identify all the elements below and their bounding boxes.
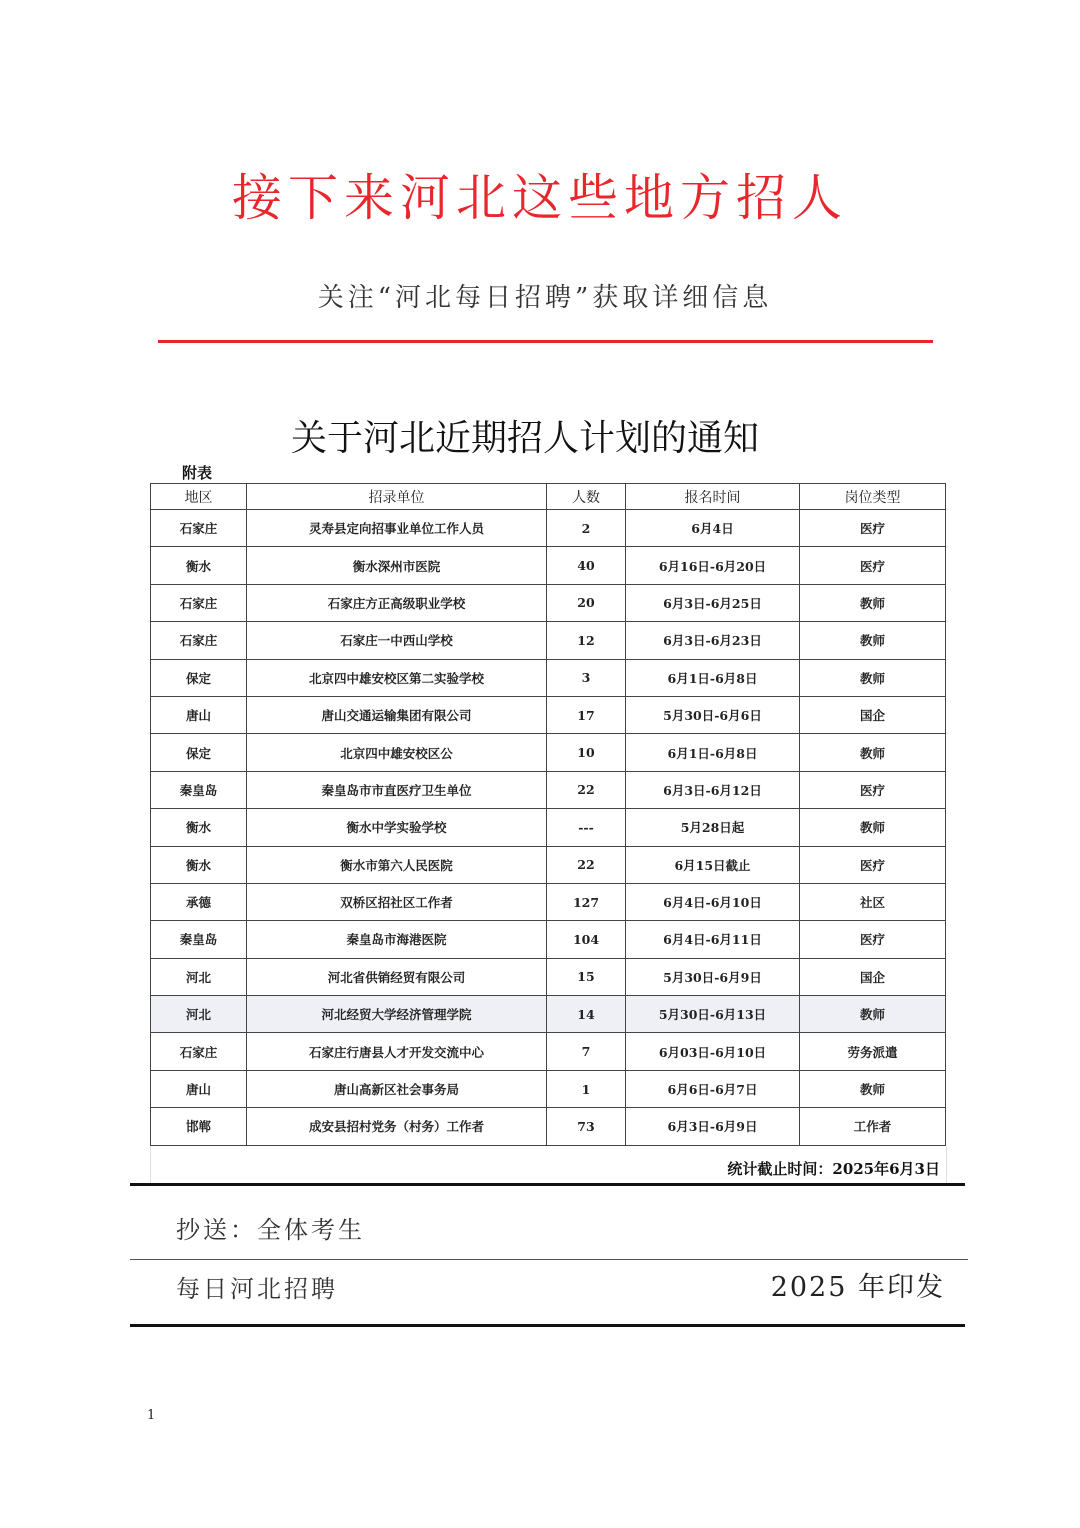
cell-position-type: 社区 [800,883,946,920]
subtitle: 关注“河北每日招聘”获取详细信息 [317,283,773,313]
stat-footer [150,1146,947,1183]
cell-region: 河北 [151,958,247,995]
issue-date: 2025 年印发 [770,1272,945,1303]
header-headcount: 人数 [547,484,626,510]
cell-region: 石家庄 [151,622,247,659]
cell-employer: 双桥区招社区工作者 [247,883,547,920]
cell-position-type: 劳务派遣 [800,1033,946,1070]
cell-position-type: 教师 [800,622,946,659]
cell-registration-time: 6月3日-6月12日 [626,771,800,808]
cell-region: 承德 [151,883,247,920]
table-row [151,584,946,621]
cell-position-type: 医疗 [800,510,946,547]
cell-position-type: 国企 [800,696,946,733]
cell-registration-time: 6月3日-6月25日 [626,584,800,621]
divider-top [130,1183,965,1186]
cell-headcount: 22 [547,771,626,808]
cell-position-type: 医疗 [800,846,946,883]
table-body [151,510,946,1146]
cell-region: 保定 [151,734,247,771]
cell-employer: 河北省供销经贸有限公司 [247,958,547,995]
cell-region: 秦皇岛 [151,771,247,808]
attachment-label: 附表 [182,464,213,482]
cell-region: 河北 [151,996,247,1033]
cell-position-type: 教师 [800,1070,946,1107]
cell-headcount: 127 [547,883,626,920]
header-region: 地区 [151,484,247,510]
cell-position-type: 医疗 [800,921,946,958]
cell-headcount: 7 [547,1033,626,1070]
cell-registration-time: 6月4日 [626,510,800,547]
table-row [151,547,946,584]
table-row [151,696,946,733]
cell-position-type: 医疗 [800,771,946,808]
table-row [151,734,946,771]
issuer: 每日河北招聘 [176,1275,338,1303]
table-row [151,883,946,920]
cell-employer: 北京四中雄安校区公 [247,734,547,771]
cell-registration-time: 6月4日-6月11日 [626,921,800,958]
table-row [151,1108,946,1145]
cell-employer: 石家庄行唐县人才开发交流中心 [247,1033,547,1070]
cell-headcount: 40 [547,547,626,584]
cell-registration-time: 5月30日-6月9日 [626,958,800,995]
cell-registration-time: 6月03日-6月10日 [626,1033,800,1070]
cell-region: 石家庄 [151,584,247,621]
cell-registration-time: 6月4日-6月10日 [626,883,800,920]
cell-registration-time: 5月30日-6月13日 [626,996,800,1033]
cell-region: 衡水 [151,809,247,846]
cell-position-type: 工作者 [800,1108,946,1145]
cell-employer: 石家庄方正高级职业学校 [247,584,547,621]
header-registration-time: 报名时间 [626,484,800,510]
cell-employer: 衡水市第六人民医院 [247,846,547,883]
cell-registration-time: 6月1日-6月8日 [626,659,800,696]
table-row [151,1070,946,1107]
divider-middle [130,1259,968,1260]
cell-headcount: 20 [547,584,626,621]
page-number: 1 [147,1408,156,1423]
cell-employer: 石家庄一中西山学校 [247,622,547,659]
cell-headcount: 17 [547,696,626,733]
cell-region: 邯郸 [151,1108,247,1145]
header-position-type: 岗位类型 [800,484,946,510]
main-title: 接下来河北这些地方招人 [232,169,848,227]
cell-registration-time: 6月15日截止 [626,846,800,883]
table-row [151,659,946,696]
cell-position-type: 医疗 [800,547,946,584]
cell-employer: 秦皇岛市市直医疗卫生单位 [247,771,547,808]
cell-employer: 衡水深州市医院 [247,547,547,584]
divider-bottom [130,1324,965,1327]
cell-headcount: 14 [547,996,626,1033]
cell-employer: 唐山交通运输集团有限公司 [247,696,547,733]
cell-headcount: 3 [547,659,626,696]
table-row [151,958,946,995]
cell-region: 石家庄 [151,510,247,547]
cell-registration-time: 5月28日起 [626,809,800,846]
table-row [151,510,946,547]
table-header-row [151,484,946,510]
cell-registration-time: 6月1日-6月8日 [626,734,800,771]
notice-title: 关于河北近期招人计划的通知 [290,418,759,459]
cell-region: 秦皇岛 [151,921,247,958]
cell-position-type: 教师 [800,584,946,621]
cell-position-type: 国企 [800,958,946,995]
cell-employer: 成安县招村党务（村务）工作者 [247,1108,547,1145]
cell-region: 衡水 [151,547,247,584]
cell-position-type: 教师 [800,996,946,1033]
cell-employer: 秦皇岛市海港医院 [247,921,547,958]
cell-position-type: 教师 [800,809,946,846]
cell-headcount: --- [547,809,626,846]
cell-region: 唐山 [151,1070,247,1107]
cell-headcount: 15 [547,958,626,995]
cell-headcount: 10 [547,734,626,771]
cell-region: 唐山 [151,696,247,733]
cell-employer: 衡水中学实验学校 [247,809,547,846]
cell-employer: 河北经贸大学经济管理学院 [247,996,547,1033]
cell-employer: 北京四中雄安校区第二实验学校 [247,659,547,696]
table-row [151,771,946,808]
cell-headcount: 73 [547,1108,626,1145]
cc-line: 抄送：全体考生 [176,1216,365,1244]
recruitment-table [150,483,946,1146]
cell-position-type: 教师 [800,659,946,696]
cell-headcount: 12 [547,622,626,659]
table-row [151,846,946,883]
table-row [151,622,946,659]
table-row [151,1033,946,1070]
cell-registration-time: 6月3日-6月23日 [626,622,800,659]
stat-cutoff-note: 统计截止时间：2025年6月3日 [727,1160,940,1178]
cell-headcount: 22 [547,846,626,883]
cell-headcount: 104 [547,921,626,958]
table-row [151,996,946,1033]
cell-headcount: 1 [547,1070,626,1107]
table-row [151,809,946,846]
cell-employer: 灵寿县定向招事业单位工作人员 [247,510,547,547]
cell-registration-time: 5月30日-6月6日 [626,696,800,733]
red-divider [158,340,933,343]
cell-region: 衡水 [151,846,247,883]
header-employer: 招录单位 [247,484,547,510]
cell-registration-time: 6月6日-6月7日 [626,1070,800,1107]
cell-region: 保定 [151,659,247,696]
cell-region: 石家庄 [151,1033,247,1070]
cell-employer: 唐山高新区社会事务局 [247,1070,547,1107]
cell-registration-time: 6月3日-6月9日 [626,1108,800,1145]
cell-headcount: 2 [547,510,626,547]
cell-registration-time: 6月16日-6月20日 [626,547,800,584]
cell-position-type: 教师 [800,734,946,771]
table-row [151,921,946,958]
